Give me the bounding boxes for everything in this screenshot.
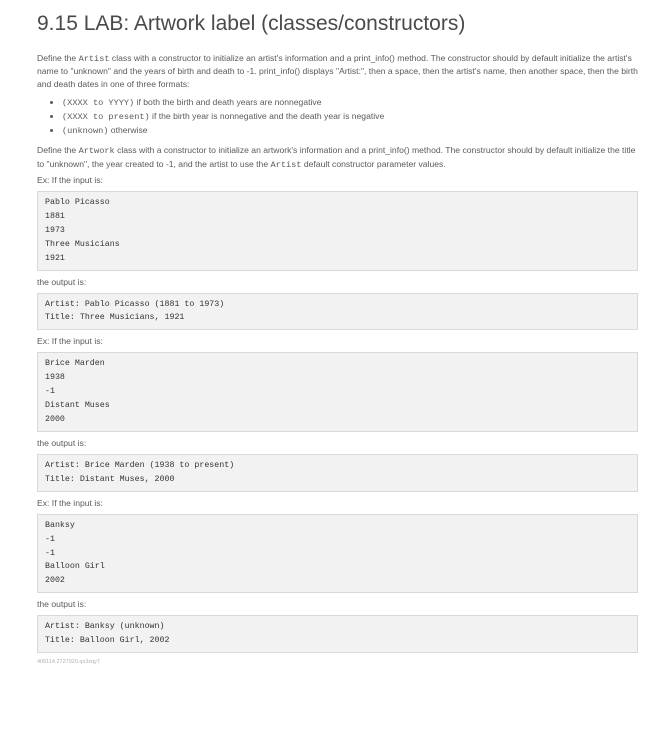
inline-code: Artwork <box>78 146 115 157</box>
text-span: otherwise <box>108 125 148 136</box>
list-item <box>62 124 638 138</box>
example-output-box: Artist: Banksy (unknown) Title: Balloon Girl, 2002 <box>37 615 638 653</box>
text-span: if the birth year is nonnegative and the death year is negative <box>149 111 385 122</box>
text-span: if both the birth and death years are nonnegative <box>134 97 322 108</box>
inline-code: Artist <box>270 159 302 170</box>
text-span: class with a constructor to initialize an artwork's information and a print_info() method. The constructor should by default initialize the title to "unknown", the year created to -1, and the artist to use the <box>37 145 636 169</box>
example-output-box: Artist: Pablo Picasso (1881 to 1973) Title: Three Musicians, 1921 <box>37 293 638 331</box>
inline-code: (unknown) <box>62 126 109 137</box>
artist-class-description <box>37 52 638 90</box>
text-span: class with a constructor to initialize an artist's information and a print_info() method. The constructor should by default initialize the artist's name to "unknown" and the years of birth and death to -1. print_info() displays "Artist:", then a space, then the artist's name, then another space, then the birth and death dates in one of three formats: <box>37 53 638 89</box>
inline-code: Artist <box>78 54 110 64</box>
artwork-class-description <box>37 144 638 171</box>
text-span: Define the <box>37 53 79 63</box>
text-span: default constructor parameter values. <box>301 158 446 169</box>
example-output-label: the output is: <box>37 437 87 448</box>
example-output-box: Artist: Brice Marden (1938 to present) Title: Distant Muses, 2000 <box>37 454 638 492</box>
page-title: 9.15 LAB: Artwork label (classes/constructors) <box>37 12 466 35</box>
example-input-box: Brice Marden 1938 -1 Distant Muses 2000 <box>37 352 638 432</box>
example-input-label: Ex: If the input is: <box>37 336 103 347</box>
lab-id: 406114.2727920.qx3zqy7 <box>37 659 100 666</box>
text-span: Define the <box>37 145 79 156</box>
list-item <box>62 96 638 110</box>
list-item <box>62 110 638 124</box>
example-input-box: Banksy -1 -1 Balloon Girl 2002 <box>37 514 638 594</box>
example-input-box: Pablo Picasso 1881 1973 Three Musicians 1921 <box>37 191 638 271</box>
inline-code: (XXXX to present) <box>62 112 150 123</box>
example-input-label: Ex: If the input is: <box>37 497 103 508</box>
example-input-label: Ex: If the input is: <box>37 175 103 186</box>
format-list <box>37 96 638 138</box>
example-output-label: the output is: <box>37 276 87 287</box>
inline-code: (XXXX to YYYY) <box>62 98 135 109</box>
example-output-label: the output is: <box>37 599 87 610</box>
